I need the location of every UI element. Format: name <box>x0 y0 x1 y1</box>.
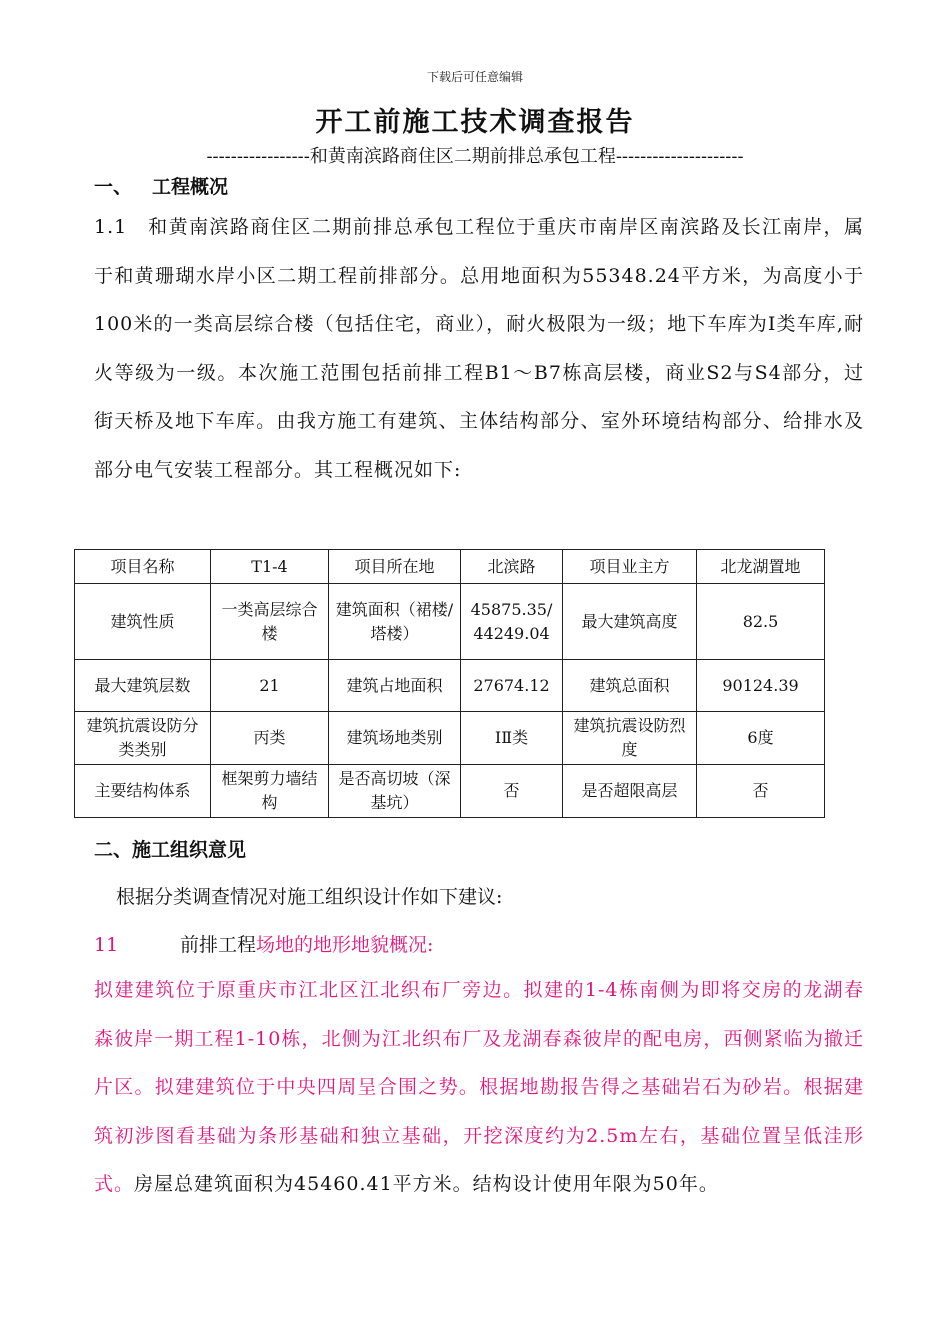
table-cell: 北滨路 <box>461 550 563 584</box>
table-cell: 项目所在地 <box>329 550 461 584</box>
table-row <box>75 765 825 818</box>
table-cell: 最大建筑高度 <box>563 584 697 660</box>
table-cell: 是否高切坡（深基坑） <box>329 765 461 818</box>
table-cell: 框架剪力墙结构 <box>211 765 329 818</box>
project-info-table <box>74 549 825 818</box>
organization-intro: 根据分类调查情况对施工组织设计作如下建议: <box>116 886 503 908</box>
table-row <box>75 712 825 765</box>
table-cell: 90124.39 <box>697 660 825 712</box>
header-note: 下载后可任意编辑 <box>426 70 523 84</box>
section-number: 一、 <box>94 176 133 198</box>
table-cell: 是否超限高层 <box>563 765 697 818</box>
table-cell: ⅠⅡ类 <box>461 712 563 765</box>
subsection-label-highlight: 场地的地形地貌概况: <box>256 934 434 956</box>
table-row <box>75 584 825 660</box>
table-cell: 主要结构体系 <box>75 765 211 818</box>
table-cell: 建筑场地类别 <box>329 712 461 765</box>
site-description-highlight: 拟建建筑位于原重庆市江北区江北织布厂旁边。拟建的1-4栋南侧为即将交房的龙湖春森彼岸一期工程1-10栋，北侧为江北织布厂及龙湖春森彼岸的配电房，西侧紧临为撤迁片区。拟建建筑位于中央四周呈合围之势。根据地勘报告得之基础岩石为砂岩。根据建筑初涉图看基础为条形基础和独立基础，开挖深度约为2.5m左右，基础位置呈低洼形式。 <box>94 979 864 1195</box>
table-cell: 82.5 <box>697 584 825 660</box>
table-cell: 45875.35/ 44249.04 <box>461 584 563 660</box>
site-description <box>94 966 864 1209</box>
section-title: 工程概况 <box>152 176 229 198</box>
table-cell: 建筑性质 <box>75 584 211 660</box>
subsection-label: 前排工程 <box>180 934 257 956</box>
table-cell: 最大建筑层数 <box>75 660 211 712</box>
subsection-number: 11 <box>94 934 119 956</box>
table-cell: 建筑面积（裙楼/塔楼） <box>329 584 461 660</box>
table-cell: 建筑总面积 <box>563 660 697 712</box>
site-description-plain: 房屋总建筑面积为45460.41平方米。结构设计使用年限为50年。 <box>134 1173 719 1195</box>
table-cell: 否 <box>697 765 825 818</box>
table-cell: 27674.12 <box>461 660 563 712</box>
table-cell: 建筑抗震设防分类类别 <box>75 712 211 765</box>
table-row <box>75 660 825 712</box>
table-cell: 6度 <box>697 712 825 765</box>
table-cell: 否 <box>461 765 563 818</box>
table-cell: 项目名称 <box>75 550 211 584</box>
section-heading-overview <box>94 172 228 199</box>
table-cell: 项目业主方 <box>563 550 697 584</box>
table-cell: 建筑抗震设防烈度 <box>563 712 697 765</box>
table-cell: 北龙湖置地 <box>697 550 825 584</box>
page-title: 开工前施工技术调查报告 <box>315 107 635 138</box>
table-cell: 建筑占地面积 <box>329 660 461 712</box>
subsection-heading <box>94 930 433 957</box>
table-row <box>75 550 825 584</box>
table-cell: T1-4 <box>211 550 329 584</box>
page-subtitle: -----------------和黄南滨路商住区二期前排总承包工程--------------------- <box>206 146 744 167</box>
table-cell: 一类高层综合楼 <box>211 584 329 660</box>
overview-paragraph: 1.1 和黄南滨路商住区二期前排总承包工程位于重庆市南岸区南滨路及长江南岸，属于和黄珊瑚水岸小区二期工程前排部分。总用地面积为55348.24平方米，为高度小于100米的一类高层综合楼（包括住宅，商业），耐火极限为一级；地下车库为I类车库,耐火等级为一级。本次施工范围包括前排工程B1～B7栋高层楼，商业S2与S4部分，过街天桥及地下车库。由我方施工有建筑、主体结构部分、室外环境结构部分、给排水及部分电气安装工程部分。其工程概况如下: <box>94 216 864 481</box>
section-heading-organization: 二、施工组织意见 <box>94 839 247 861</box>
table-cell: 21 <box>211 660 329 712</box>
table-cell: 丙类 <box>211 712 329 765</box>
